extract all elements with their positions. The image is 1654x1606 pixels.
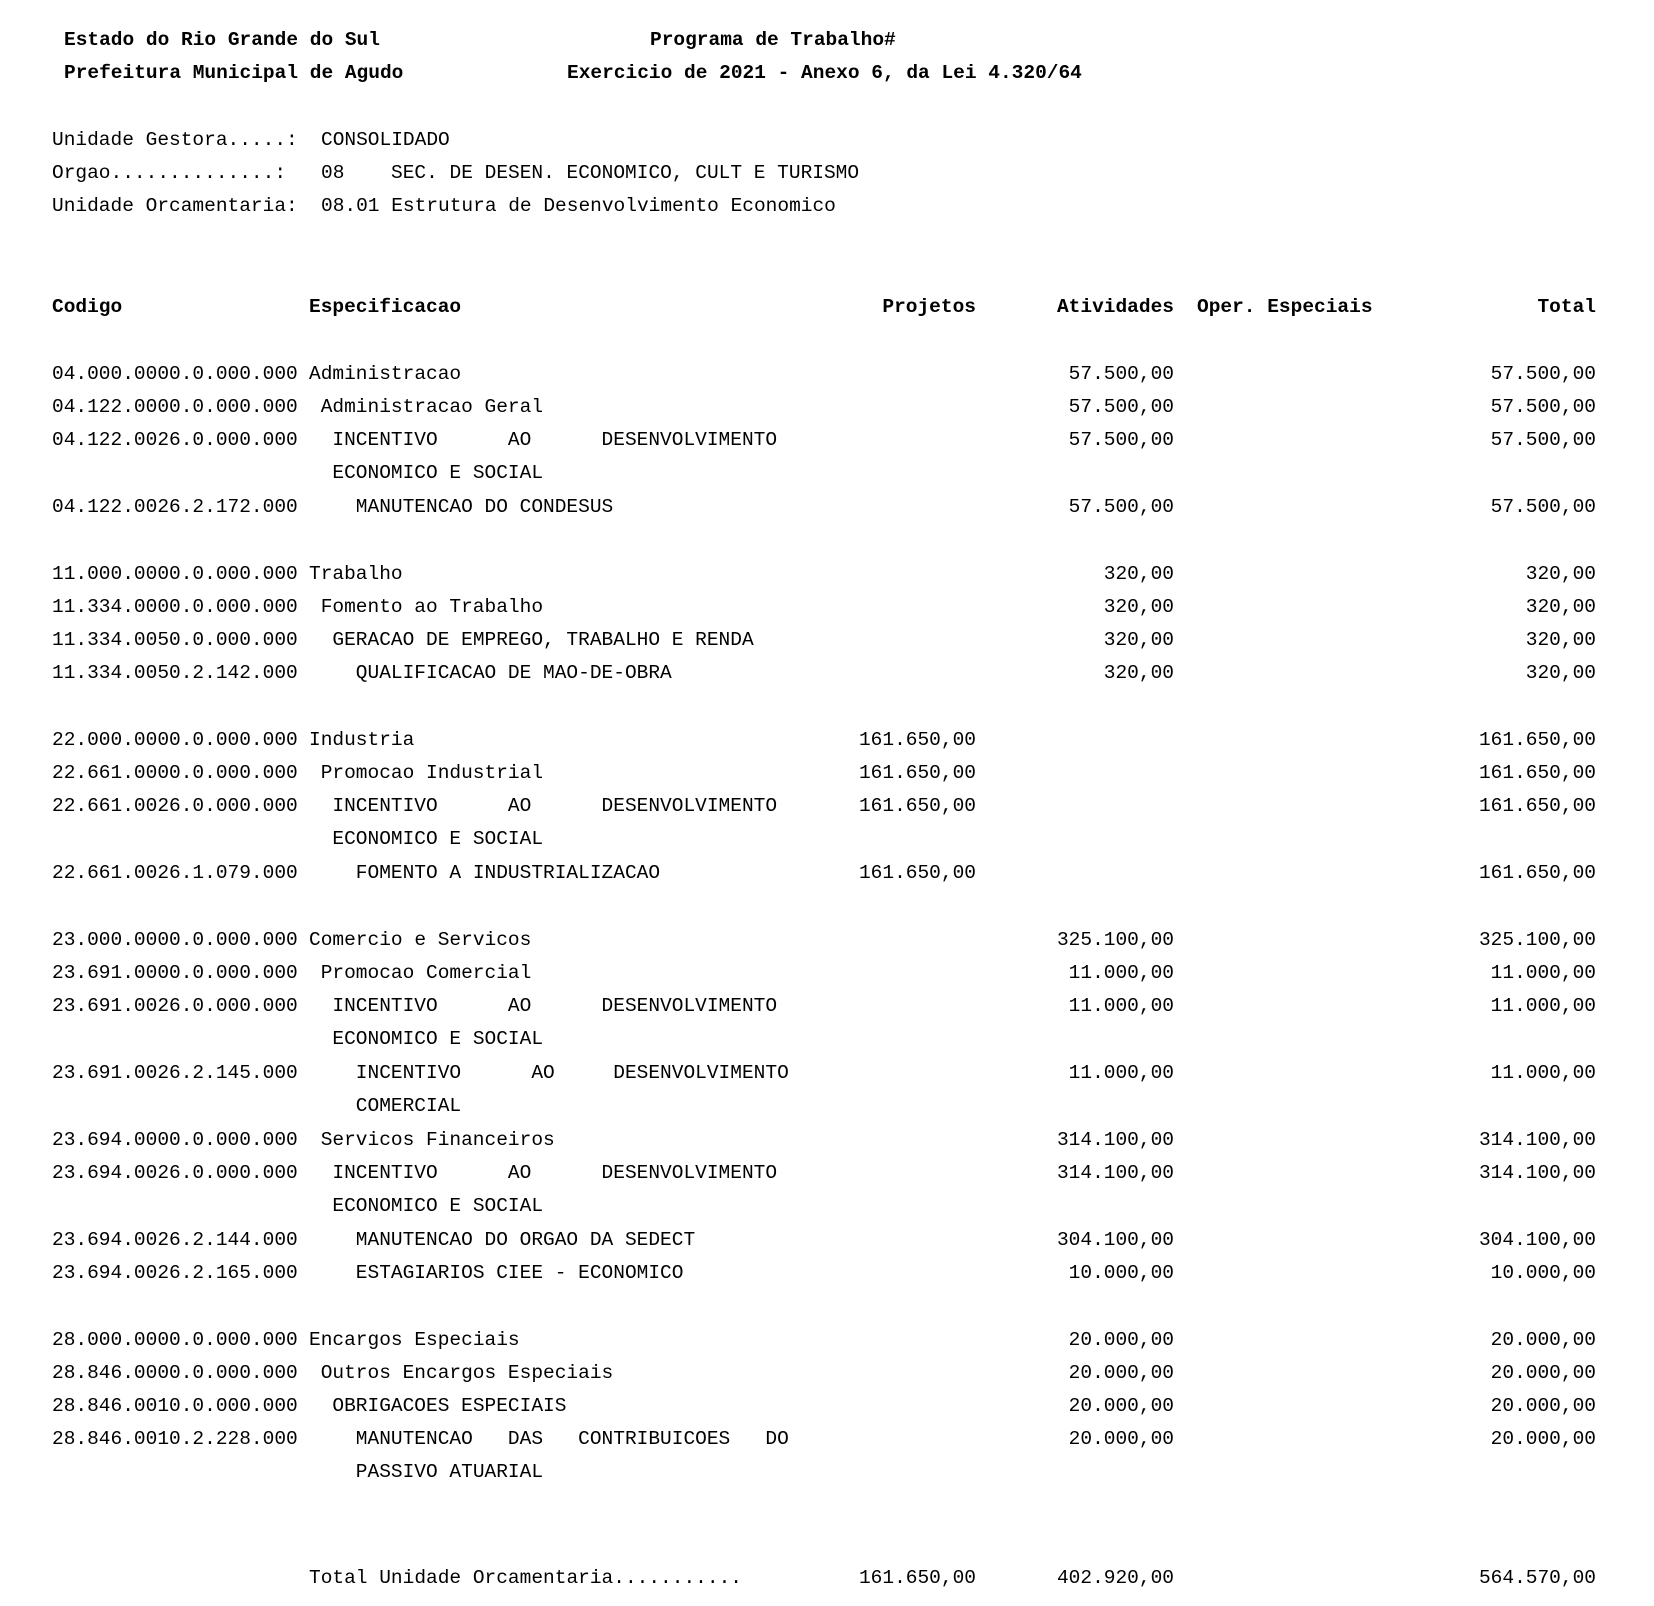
row-specification: Trabalho [309,563,403,585]
col-especificacao-header: Especificacao [309,296,462,318]
row-total: 11.000,00 [1490,1062,1596,1084]
row-atividades: 57.500,00 [1068,429,1174,451]
row-atividades: 57.500,00 [1068,496,1174,518]
row-total: 57.500,00 [1490,496,1596,518]
row-total: 314.100,00 [1478,1162,1596,1184]
row-atividades: 20.000,00 [1068,1329,1174,1351]
row-atividades: 314.100,00 [1056,1162,1174,1184]
row-specification: Administracao [309,363,462,385]
row-specification: QUALIFICACAO DE MAO-DE-OBRA [355,662,672,684]
orgao-label: Orgao..............: [52,162,287,184]
row-total: 10.000,00 [1490,1262,1596,1284]
row-specification: INCENTIVO AO DESENVOLVIMENTO [355,1062,789,1084]
unidade-orcamentaria-value: 08.01 Estrutura de Desenvolvimento Economico [321,195,836,217]
row-code: 22.661.0026.0.000.000 [52,795,298,817]
row-code: 23.691.0000.0.000.000 [52,962,298,984]
row-atividades: 11.000,00 [1068,995,1174,1017]
row-atividades: 20.000,00 [1068,1362,1174,1384]
row-specification: Promocao Industrial [320,762,544,784]
row-code: 23.691.0026.0.000.000 [52,995,298,1017]
row-code: 04.122.0026.2.172.000 [52,496,298,518]
row-projetos: 161.650,00 [858,762,976,784]
city-hall-name: Prefeitura Municipal de Agudo [64,62,404,84]
orgao-code: 08 [321,162,345,184]
row-total: 57.500,00 [1490,396,1596,418]
row-code: 28.000.0000.0.000.000 [52,1329,298,1351]
row-code: 22.661.0026.1.079.000 [52,862,298,884]
row-code: 23.691.0026.2.145.000 [52,1062,298,1084]
row-code: 11.334.0050.2.142.000 [52,662,298,684]
row-specification: FOMENTO A INDUSTRIALIZACAO [355,862,661,884]
row-code: 11.000.0000.0.000.000 [52,563,298,585]
total-label: Total Unidade Orcamentaria........... [309,1567,742,1589]
row-total: 20.000,00 [1490,1428,1596,1450]
row-atividades: 325.100,00 [1056,929,1174,951]
row-total: 11.000,00 [1490,962,1596,984]
row-total: 320,00 [1525,596,1596,618]
gestora-value: CONSOLIDADO [321,129,450,151]
row-specification: Encargos Especiais [309,1329,520,1351]
row-specification-cont: ECONOMICO E SOCIAL [332,1195,544,1217]
row-specification-cont: PASSIVO ATUARIAL [355,1461,544,1483]
row-total: 57.500,00 [1490,429,1596,451]
row-atividades: 20.000,00 [1068,1428,1174,1450]
row-specification: Outros Encargos Especiais [320,1362,614,1384]
col-oper-especiais-header: Oper. Especiais [1197,296,1373,318]
row-specification-cont: ECONOMICO E SOCIAL [332,1028,544,1050]
total-geral: 564.570,00 [1478,1567,1596,1589]
row-specification: INCENTIVO AO DESENVOLVIMENTO [332,995,778,1017]
row-specification: MANUTENCAO DO ORGAO DA SEDECT [355,1229,696,1251]
total-atividades: 402.920,00 [1056,1567,1174,1589]
row-atividades: 320,00 [1103,563,1174,585]
row-code: 04.122.0000.0.000.000 [52,396,298,418]
row-specification: INCENTIVO AO DESENVOLVIMENTO [332,1162,778,1184]
row-specification: INCENTIVO AO DESENVOLVIMENTO [332,795,778,817]
row-specification-cont: COMERCIAL [355,1095,462,1117]
row-total: 320,00 [1525,563,1596,585]
exercise-title: Exercicio de 2021 - Anexo 6, da Lei 4.320/64 [567,62,1082,84]
row-specification-cont: ECONOMICO E SOCIAL [332,462,544,484]
row-specification-cont: ECONOMICO E SOCIAL [332,828,544,850]
row-code: 28.846.0000.0.000.000 [52,1362,298,1384]
row-total: 161.650,00 [1478,762,1596,784]
row-total: 320,00 [1525,629,1596,651]
row-projetos: 161.650,00 [858,795,976,817]
row-total: 314.100,00 [1478,1129,1596,1151]
program-title: Programa de Trabalho# [650,29,896,51]
row-code: 04.122.0026.0.000.000 [52,429,298,451]
row-total: 161.650,00 [1478,729,1596,751]
col-projetos-header: Projetos [882,296,976,318]
row-code: 04.000.0000.0.000.000 [52,363,298,385]
gestora-label: Unidade Gestora.....: [52,129,298,151]
row-total: 325.100,00 [1478,929,1596,951]
row-atividades: 20.000,00 [1068,1395,1174,1417]
row-atividades: 320,00 [1103,629,1174,651]
row-total: 161.650,00 [1478,862,1596,884]
row-specification: MANUTENCAO DO CONDESUS [355,496,614,518]
row-total: 320,00 [1525,662,1596,684]
row-code: 11.334.0050.0.000.000 [52,629,298,651]
state-name: Estado do Rio Grande do Sul [64,29,380,51]
row-specification: ESTAGIARIOS CIEE - ECONOMICO [355,1262,684,1284]
row-atividades: 314.100,00 [1056,1129,1174,1151]
row-specification: Servicos Financeiros [320,1129,555,1151]
row-projetos: 161.650,00 [858,729,976,751]
row-total: 20.000,00 [1490,1329,1596,1351]
col-atividades-header: Atividades [1056,296,1174,318]
col-codigo-header: Codigo [52,296,123,318]
row-code: 23.000.0000.0.000.000 [52,929,298,951]
row-specification: INCENTIVO AO DESENVOLVIMENTO [332,429,778,451]
row-atividades: 11.000,00 [1068,1062,1174,1084]
row-specification: Comercio e Servicos [309,929,532,951]
row-atividades: 320,00 [1103,596,1174,618]
row-projetos: 161.650,00 [858,862,976,884]
row-specification: Administracao Geral [320,396,544,418]
row-code: 23.694.0026.2.165.000 [52,1262,298,1284]
row-specification: Fomento ao Trabalho [320,596,544,618]
row-total: 57.500,00 [1490,363,1596,385]
row-specification: GERACAO DE EMPREGO, TRABALHO E RENDA [332,629,754,651]
row-code: 28.846.0010.0.000.000 [52,1395,298,1417]
row-specification: Industria [309,729,415,751]
row-total: 304.100,00 [1478,1229,1596,1251]
row-code: 23.694.0026.0.000.000 [52,1162,298,1184]
total-projetos: 161.650,00 [858,1567,976,1589]
row-specification: OBRIGACOES ESPECIAIS [332,1395,567,1417]
col-total-header: Total [1537,296,1596,318]
row-code: 23.694.0026.2.144.000 [52,1229,298,1251]
row-specification: Promocao Comercial [320,962,532,984]
row-atividades: 10.000,00 [1068,1262,1174,1284]
row-specification: MANUTENCAO DAS CONTRIBUICOES DO [355,1428,789,1450]
unidade-orcamentaria-label: Unidade Orcamentaria: [52,195,298,217]
row-atividades: 57.500,00 [1068,363,1174,385]
row-code: 22.661.0000.0.000.000 [52,762,298,784]
row-code: 11.334.0000.0.000.000 [52,596,298,618]
row-atividades: 11.000,00 [1068,962,1174,984]
row-total: 20.000,00 [1490,1362,1596,1384]
row-atividades: 320,00 [1103,662,1174,684]
row-total: 20.000,00 [1490,1395,1596,1417]
row-atividades: 304.100,00 [1056,1229,1174,1251]
row-atividades: 57.500,00 [1068,396,1174,418]
orgao-value: SEC. DE DESEN. ECONOMICO, CULT E TURISMO [391,162,860,184]
row-code: 28.846.0010.2.228.000 [52,1428,298,1450]
row-total: 161.650,00 [1478,795,1596,817]
row-code: 22.000.0000.0.000.000 [52,729,298,751]
row-code: 23.694.0000.0.000.000 [52,1129,298,1151]
row-total: 11.000,00 [1490,995,1596,1017]
